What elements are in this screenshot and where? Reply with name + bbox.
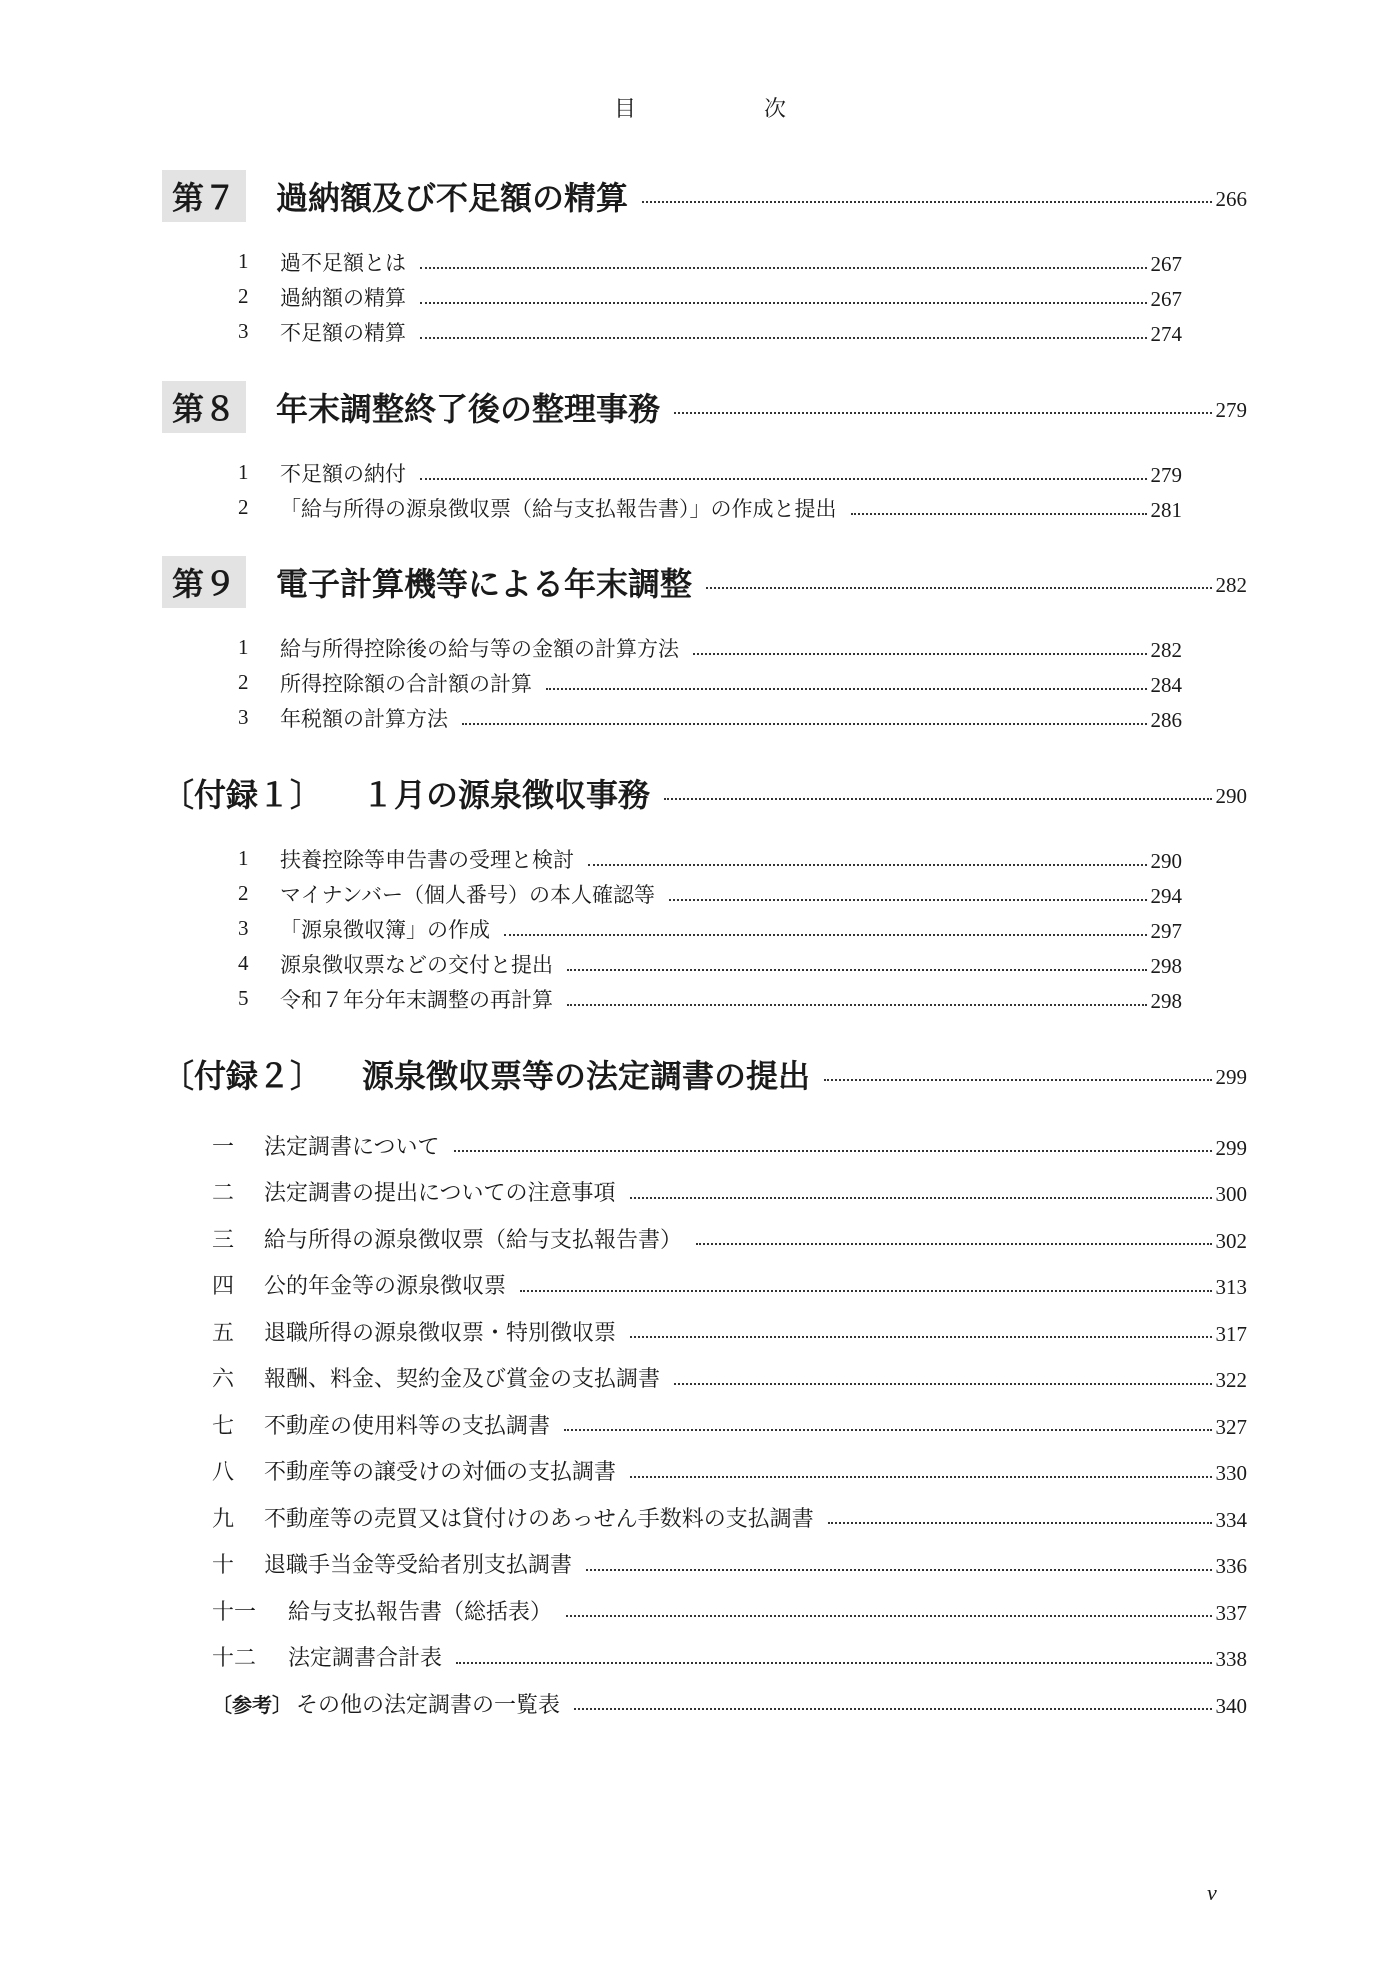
entry-number: 十二 xyxy=(212,1645,257,1671)
dot-leader xyxy=(828,1522,1212,1524)
dot-leader xyxy=(664,798,1211,800)
dot-leader xyxy=(630,1197,1212,1199)
dot-leader xyxy=(564,1429,1211,1431)
dot-leader xyxy=(588,864,1147,866)
chapter-number: 第９ xyxy=(162,556,246,608)
appendix-title: １月の源泉徴収事務 xyxy=(362,776,651,814)
dot-leader xyxy=(851,513,1147,515)
entry-title: 退職所得の源泉徴収票・特別徴収票 xyxy=(264,1320,617,1346)
entry-title: 令和７年分年末調整の再計算 xyxy=(280,987,553,1012)
dot-leader xyxy=(696,1243,1211,1245)
entry-number: 2 xyxy=(238,670,249,694)
entry-page: 300 xyxy=(1215,1182,1247,1207)
toc-entry[interactable] xyxy=(212,1634,1247,1681)
toc-entry[interactable] xyxy=(212,1169,1247,1216)
dot-leader xyxy=(546,688,1147,690)
chapter-title: 過納額及び不足額の精算 xyxy=(276,179,629,217)
entry-number: 3 xyxy=(238,705,249,729)
appendix-page: 299 xyxy=(1215,1064,1247,1089)
entry-number: 4 xyxy=(238,951,249,975)
entry-page: 317 xyxy=(1215,1321,1247,1346)
chapter-title: 電子計算機等による年末調整 xyxy=(276,565,693,603)
toc-entry[interactable] xyxy=(238,665,1182,700)
entry-title: 「源泉徴収簿」の作成 xyxy=(280,917,490,942)
dot-leader xyxy=(420,478,1147,480)
appendix-number: 〔付録１〕 xyxy=(162,776,323,814)
toc-entry[interactable] xyxy=(238,876,1182,911)
entry-page: 281 xyxy=(1150,498,1182,522)
appendix-title: 源泉徴収票等の法定調書の提出 xyxy=(362,1057,811,1095)
entry-page: 286 xyxy=(1150,708,1182,732)
entry-title: その他の法定調書の一覧表 xyxy=(296,1692,561,1718)
entry-number: 一 xyxy=(212,1133,235,1159)
toc-appendix-2 xyxy=(162,1048,1247,1727)
entry-number: 1 xyxy=(238,460,249,484)
entry-page: 338 xyxy=(1215,1647,1247,1672)
toc-entry[interactable] xyxy=(238,981,1182,1016)
toc-entries xyxy=(162,244,1247,349)
page-folio: v xyxy=(1207,1880,1217,1905)
entry-title: 公的年金等の源泉徴収票 xyxy=(264,1274,507,1300)
dot-leader xyxy=(504,934,1147,936)
entry-page: 322 xyxy=(1215,1368,1247,1393)
dot-leader xyxy=(642,201,1211,203)
chapter-page: 282 xyxy=(1215,572,1247,597)
dot-leader xyxy=(669,899,1146,901)
toc-entry[interactable] xyxy=(238,314,1182,349)
entry-title: 過不足額とは xyxy=(280,250,406,275)
entry-page: 294 xyxy=(1150,884,1182,908)
chapter-number: 第８ xyxy=(162,381,246,433)
appendix-heading[interactable] xyxy=(162,1048,1247,1100)
entry-title: 不動産等の売買又は貸付けのあっせん手数料の支払調書 xyxy=(264,1506,814,1532)
toc-entry[interactable] xyxy=(212,1215,1247,1262)
entry-title: 給与所得の源泉徴収票（給与支払報告書） xyxy=(264,1227,683,1253)
chapter-title: 年末調整終了後の整理事務 xyxy=(276,390,661,428)
entry-title: 法定調書合計表 xyxy=(288,1646,443,1672)
entry-number: 2 xyxy=(238,284,249,308)
dot-leader xyxy=(706,587,1211,589)
entry-number: 〔参考〕 xyxy=(212,1692,292,1717)
appendix-heading[interactable] xyxy=(162,767,1247,819)
page-title-char-2: 次 xyxy=(764,97,787,122)
entry-number: 三 xyxy=(212,1226,235,1252)
entry-number: 五 xyxy=(212,1319,235,1345)
entry-number: 1 xyxy=(238,846,249,870)
toc-entry[interactable] xyxy=(238,279,1182,314)
chapter-page: 266 xyxy=(1215,186,1247,211)
entry-page: 297 xyxy=(1150,919,1182,943)
entry-number: 1 xyxy=(238,635,249,659)
dot-leader xyxy=(674,1383,1211,1385)
toc-entry[interactable] xyxy=(212,1541,1247,1588)
dot-leader xyxy=(824,1079,1211,1081)
toc-entry[interactable] xyxy=(238,490,1182,525)
entry-page: 336 xyxy=(1215,1554,1247,1579)
entry-number: 5 xyxy=(238,986,249,1010)
entry-number: 十一 xyxy=(212,1598,257,1624)
entry-number: 四 xyxy=(212,1273,235,1299)
toc-entries xyxy=(162,841,1247,1016)
dot-leader xyxy=(420,302,1147,304)
entry-title: 源泉徴収票などの交付と提出 xyxy=(280,952,553,977)
appendix-number: 〔付録２〕 xyxy=(162,1057,323,1095)
dot-leader xyxy=(674,412,1211,414)
dot-leader xyxy=(574,1708,1211,1710)
entry-title: 法定調書について xyxy=(264,1134,440,1160)
entry-page: 302 xyxy=(1215,1228,1247,1253)
entry-title: 報酬、料金、契約金及び賞金の支払調書 xyxy=(264,1367,661,1393)
toc-entry[interactable] xyxy=(212,1494,1247,1541)
entry-page: 298 xyxy=(1150,954,1182,978)
toc-entries xyxy=(162,1122,1247,1727)
toc-entry[interactable] xyxy=(238,946,1182,981)
entry-page: 274 xyxy=(1150,322,1182,346)
entry-number: 3 xyxy=(238,916,249,940)
toc-entry[interactable] xyxy=(238,455,1182,490)
toc-entries xyxy=(162,455,1247,525)
toc-entry[interactable] xyxy=(238,911,1182,946)
entry-number: 1 xyxy=(238,249,249,273)
entry-number: 八 xyxy=(212,1459,235,1485)
dot-leader xyxy=(630,1476,1211,1478)
entry-page: 284 xyxy=(1150,673,1182,697)
entry-title: 給与所得控除後の給与等の金額の計算方法 xyxy=(280,636,679,661)
toc-entry[interactable] xyxy=(212,1448,1247,1495)
entry-title: 不足額の納付 xyxy=(280,461,406,486)
toc-entry-reference[interactable] xyxy=(212,1680,1247,1727)
page-title-char-1: 目 xyxy=(614,97,637,122)
dot-leader xyxy=(462,723,1147,725)
entry-number: 2 xyxy=(238,495,249,519)
entry-title: 年税額の計算方法 xyxy=(280,706,448,731)
entry-title: 不動産の使用料等の支払調書 xyxy=(264,1413,551,1439)
entry-page: 313 xyxy=(1215,1275,1247,1300)
dot-leader xyxy=(693,653,1147,655)
entry-page: 327 xyxy=(1215,1414,1247,1439)
dot-leader xyxy=(420,267,1147,269)
entry-page: 334 xyxy=(1215,1507,1247,1532)
entry-number: 二 xyxy=(212,1180,235,1206)
toc-section-7 xyxy=(162,170,1247,349)
entry-page: 340 xyxy=(1215,1693,1247,1718)
toc-section-8 xyxy=(162,381,1247,525)
entry-title: 扶養控除等申告書の受理と検討 xyxy=(280,847,574,872)
entry-page: 267 xyxy=(1150,252,1182,276)
dot-leader xyxy=(456,1662,1211,1664)
toc-entries xyxy=(162,630,1247,735)
toc-entry[interactable] xyxy=(212,1122,1247,1169)
entry-number: 2 xyxy=(238,881,249,905)
dot-leader xyxy=(586,1569,1211,1571)
entry-title: 不足額の精算 xyxy=(280,320,406,345)
entry-page: 279 xyxy=(1150,463,1182,487)
dot-leader xyxy=(630,1336,1211,1338)
chapter-heading[interactable] xyxy=(162,170,1247,222)
toc-entry[interactable] xyxy=(212,1308,1247,1355)
entry-number: 六 xyxy=(212,1366,235,1392)
entry-number: 七 xyxy=(212,1412,235,1438)
entry-number: 十 xyxy=(212,1552,235,1578)
toc-entry[interactable] xyxy=(238,700,1182,735)
appendix-page: 290 xyxy=(1215,783,1247,808)
toc-entry[interactable] xyxy=(212,1401,1247,1448)
entry-title: 退職手当金等受給者別支払調書 xyxy=(264,1553,573,1579)
toc-entry[interactable] xyxy=(212,1587,1247,1634)
dot-leader xyxy=(567,969,1147,971)
entry-number: 九 xyxy=(212,1505,235,1531)
toc-section-9 xyxy=(162,556,1247,735)
entry-title: 不動産等の譲受けの対価の支払調書 xyxy=(264,1460,617,1486)
entry-title: 「給与所得の源泉徴収票（給与支払報告書）」の作成と提出 xyxy=(280,496,837,521)
entry-title: マイナンバー（個人番号）の本人確認等 xyxy=(280,882,656,907)
entry-page: 337 xyxy=(1215,1600,1247,1625)
dot-leader xyxy=(566,1615,1211,1617)
entry-title: 所得控除額の合計額の計算 xyxy=(280,671,532,696)
entry-page: 330 xyxy=(1215,1461,1247,1486)
page-title xyxy=(614,92,786,123)
entry-page: 298 xyxy=(1150,989,1182,1013)
chapter-heading[interactable] xyxy=(162,381,1247,433)
entry-title: 給与支払報告書（総括表） xyxy=(288,1599,553,1625)
toc-entry[interactable] xyxy=(212,1355,1247,1402)
entry-page: 267 xyxy=(1150,287,1182,311)
dot-leader xyxy=(454,1150,1212,1152)
entry-page: 299 xyxy=(1215,1135,1247,1160)
dot-leader xyxy=(420,337,1147,339)
chapter-number: 第７ xyxy=(162,170,246,222)
dot-leader xyxy=(567,1004,1147,1006)
toc-entry[interactable] xyxy=(238,244,1182,279)
entry-number: 3 xyxy=(238,319,249,343)
entry-title: 法定調書の提出についての注意事項 xyxy=(264,1181,616,1207)
toc-entry[interactable] xyxy=(212,1262,1247,1309)
chapter-heading[interactable] xyxy=(162,556,1247,608)
toc-entry[interactable] xyxy=(238,630,1182,665)
toc-appendix-1 xyxy=(162,767,1247,1016)
entry-page: 290 xyxy=(1150,849,1182,873)
chapter-page: 279 xyxy=(1215,397,1247,422)
toc-entry[interactable] xyxy=(238,841,1182,876)
entry-title: 過納額の精算 xyxy=(280,285,406,310)
dot-leader xyxy=(520,1290,1211,1292)
entry-page: 282 xyxy=(1150,638,1182,662)
